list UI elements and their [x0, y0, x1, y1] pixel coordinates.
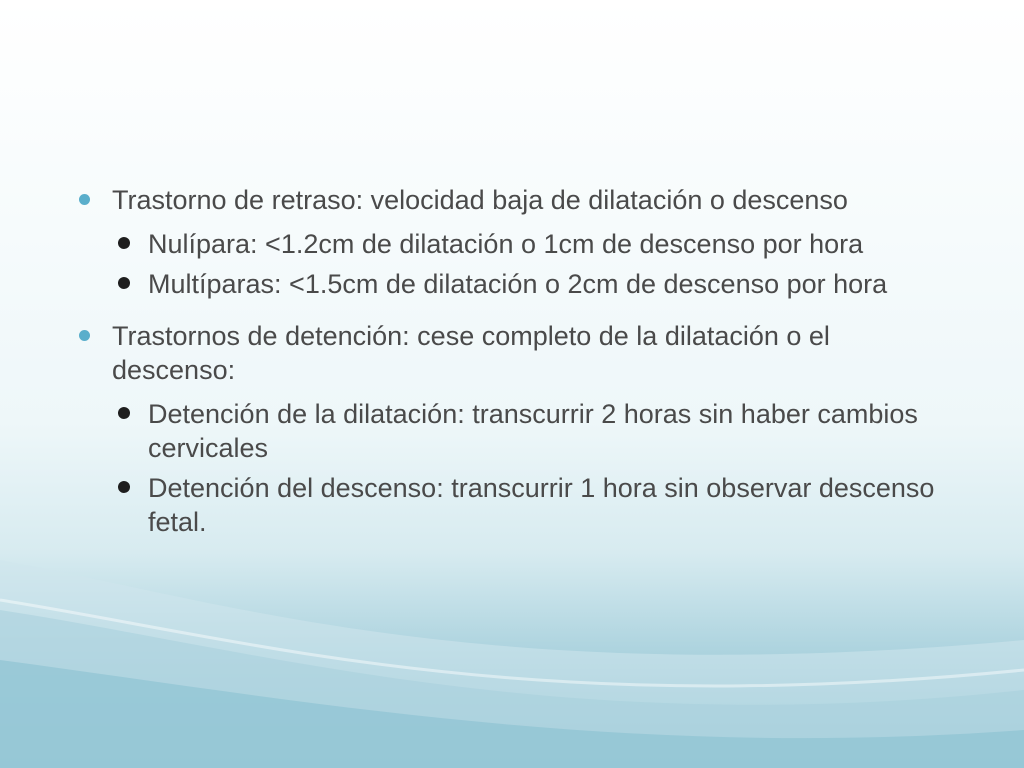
bullet-item-1 [76, 183, 956, 217]
sub-bullet-text: Nulípara: <1.2cm de dilatación o 1cm de descenso por hora [148, 229, 864, 259]
bullet-dot-icon [79, 194, 90, 205]
sub-bullet-item-1-1 [76, 227, 956, 261]
sub-bullet-item-2-2 [76, 471, 956, 539]
sub-bullet-dot-icon [118, 407, 130, 419]
sub-bullet-text: Detención de la dilatación: transcurrir 2 horas sin haber cambios cervicales [148, 399, 918, 463]
sub-bullet-dot-icon [118, 277, 130, 289]
sub-bullet-item-1-2 [76, 267, 956, 301]
sub-bullet-dot-icon [118, 481, 130, 493]
bullet-content [76, 183, 956, 545]
bullet-dot-icon [79, 330, 90, 341]
bullet-item-2 [76, 319, 956, 387]
sub-bullet-dot-icon [118, 237, 130, 249]
sub-bullet-text: Detención del descenso: transcurrir 1 hora sin observar descenso fetal. [148, 473, 935, 537]
sub-bullet-text: Multíparas: <1.5cm de dilatación o 2cm de descenso por hora [148, 269, 888, 299]
bullet-text: Trastornos de detención: cese completo de la dilatación o el descenso: [112, 321, 830, 385]
bullet-text: Trastorno de retraso: velocidad baja de dilatación o descenso [112, 185, 848, 215]
sub-bullet-item-2-1 [76, 397, 956, 465]
